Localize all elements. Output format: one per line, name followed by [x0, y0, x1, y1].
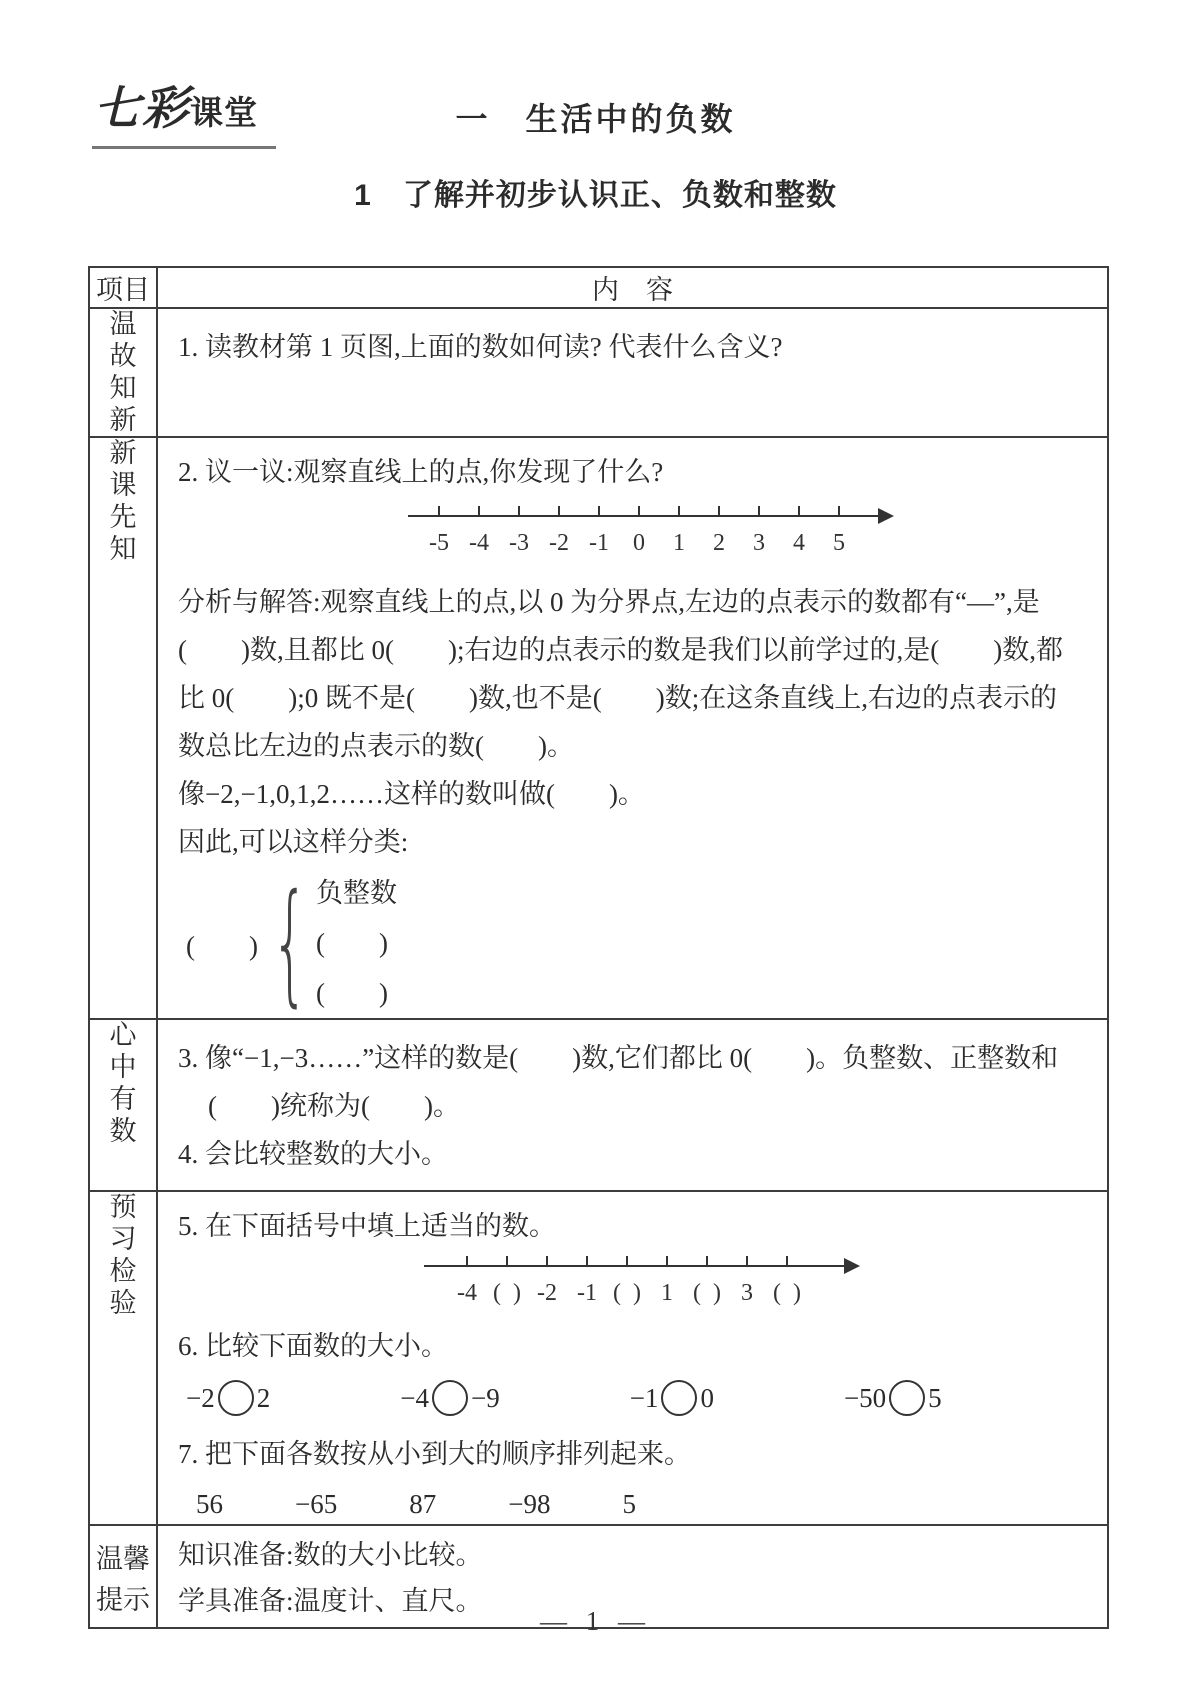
- question-3-line-2: ( )统称为( )。: [208, 1091, 460, 1122]
- classification-item: ( ): [315, 978, 388, 1009]
- number-line-label: -5: [429, 530, 449, 557]
- tick-mark: [786, 1256, 788, 1266]
- comparison-circle-icon: [432, 1380, 468, 1416]
- row-label-review: 温故知新: [89, 308, 157, 437]
- sort-number: 56: [196, 1489, 223, 1520]
- tick-mark: [466, 1256, 468, 1266]
- number-line-label: ( ): [773, 1280, 801, 1307]
- number-line-label: 1: [673, 530, 685, 557]
- comparison-right: −9: [470, 1382, 500, 1413]
- number-line-label: 3: [741, 1280, 753, 1307]
- number-line-label: 1: [661, 1280, 673, 1307]
- row-label-preview: 预习检验: [89, 1191, 157, 1525]
- comparison-pair: [844, 1380, 942, 1416]
- tick-mark: [586, 1256, 588, 1266]
- classify-intro: 因此,可以这样分类:: [178, 827, 409, 858]
- sort-number: −98: [508, 1489, 551, 1520]
- question-2: 2. 议一议:观察直线上的点,你发现了什么?: [178, 457, 664, 488]
- number-line-label: 5: [833, 530, 845, 557]
- tick-mark: [678, 506, 680, 516]
- classification: [186, 868, 1099, 1018]
- classification-whole: ( ): [186, 930, 258, 961]
- comparison-pair: [630, 1380, 714, 1416]
- tip-tools: 学具准备:温度计、直尺。: [178, 1586, 483, 1617]
- comparison-left: −2: [186, 1382, 215, 1413]
- classification-items: [316, 868, 397, 1018]
- row-newlesson: [89, 437, 1108, 1019]
- number-line-label: -2: [549, 530, 569, 557]
- header-content-cell: 内 容: [157, 267, 1108, 308]
- row-content-preview: [157, 1191, 1108, 1525]
- tip-knowledge: 知识准备:数的大小比较。: [178, 1540, 483, 1571]
- number-line-label: -3: [509, 530, 529, 557]
- comparison-row: [186, 1376, 1099, 1420]
- tick-mark: [506, 1256, 508, 1266]
- comparison-left: −4: [400, 1382, 429, 1413]
- number-line-arrow-icon: [844, 1258, 860, 1274]
- question-3-line-1: 3. 像“−1,−3……”这样的数是( )数,它们都比 0( )。负整数、正整数和: [178, 1043, 1059, 1074]
- number-line-label: -1: [577, 1280, 597, 1307]
- number-line-1: [408, 500, 928, 572]
- tick-mark: [598, 506, 600, 516]
- row-content-newlesson: [157, 437, 1108, 1019]
- number-line-label: ( ): [493, 1280, 521, 1307]
- question-4: 4. 会比较整数的大小。: [178, 1139, 448, 1170]
- question-6: 6. 比较下面数的大小。: [178, 1331, 448, 1362]
- comparison-pair: [400, 1380, 499, 1416]
- comparison-right: 0: [700, 1382, 714, 1413]
- tick-mark: [558, 506, 560, 516]
- comparison-circle-icon: [889, 1380, 925, 1416]
- question-7: 7. 把下面各数按从小到大的顺序排列起来。: [178, 1439, 691, 1470]
- number-line-label: 3: [753, 530, 765, 557]
- number-line-label: ( ): [613, 1280, 641, 1307]
- tick-mark: [798, 506, 800, 516]
- number-line-label: 0: [633, 530, 645, 557]
- row-label-newlesson: 新课先知: [89, 437, 157, 1019]
- analysis-line-1: 分析与解答:观察直线上的点,以 0 为分界点,左边的点表示的数都有“—”,是: [178, 587, 1040, 618]
- row-confidence: [89, 1019, 1108, 1191]
- tips-label-line-2: 提示: [96, 1584, 150, 1615]
- row-content-confidence: [157, 1019, 1108, 1191]
- row-content-review: [157, 308, 1108, 437]
- tick-mark: [666, 1256, 668, 1266]
- number-line-arrow-icon: [878, 508, 894, 524]
- comparison-circle-icon: [661, 1380, 697, 1416]
- tick-mark: [838, 506, 840, 516]
- question-5: 5. 在下面括号中填上适当的数。: [178, 1211, 556, 1242]
- worksheet-table: [88, 266, 1109, 1629]
- tick-mark: [718, 506, 720, 516]
- tick-mark: [438, 506, 440, 516]
- number-line-label: -1: [589, 530, 609, 557]
- question-1: 1. 读教材第 1 页图,上面的数如何读? 代表什么含义?: [178, 332, 783, 362]
- analysis-line-4: 数总比左边的点表示的数( )。: [178, 731, 574, 762]
- classification-item: ( ): [315, 928, 388, 959]
- tick-mark: [478, 506, 480, 516]
- sort-number: 87: [409, 1489, 437, 1520]
- number-line-label: ( ): [693, 1280, 721, 1307]
- logo-calligraphy: 七彩: [94, 81, 190, 135]
- comparison-left: −50: [843, 1382, 887, 1413]
- sort-numbers: [196, 1484, 1099, 1524]
- number-line-label: 2: [713, 530, 725, 557]
- tick-mark: [518, 506, 520, 516]
- comparison-right: 2: [256, 1382, 271, 1413]
- logo-suffix: 课堂: [190, 94, 258, 131]
- analysis-line-2: ( )数,且都比 0( );右边的点表示的数是我们以前学过的,是( )数,都: [178, 635, 1063, 666]
- tips-label-line-1: 温馨: [96, 1544, 150, 1575]
- tick-mark: [546, 1256, 548, 1266]
- tick-mark: [758, 506, 760, 516]
- analysis-line-3: 比 0( );0 既不是( )数,也不是( )数;在这条直线上,右边的点表示的: [178, 683, 1057, 714]
- number-line-label: -2: [537, 1280, 557, 1307]
- classification-item: 负整数: [315, 878, 397, 909]
- row-review: [89, 308, 1108, 437]
- table-header-row: [89, 267, 1108, 308]
- header-project-cell: 项目: [89, 267, 157, 308]
- number-line-label: -4: [457, 1280, 477, 1307]
- brace-icon: {: [271, 866, 309, 1020]
- row-label-confidence: 心中有数: [89, 1019, 157, 1191]
- number-line-label: 4: [793, 530, 805, 557]
- lesson-title: 1 了解并初步认识正、负数和整数: [354, 179, 837, 212]
- like-line: 像−2,−1,0,1,2……这样的数叫做( )。: [178, 779, 645, 810]
- chapter-title: 一 生活中的负数: [455, 101, 736, 137]
- comparison-left: −1: [629, 1382, 659, 1413]
- sort-number: 5: [622, 1489, 636, 1520]
- tick-mark: [638, 506, 640, 516]
- comparison-right: 5: [928, 1382, 942, 1413]
- tick-mark: [746, 1256, 748, 1266]
- tick-mark: [626, 1256, 628, 1266]
- comparison-circle-icon: [218, 1380, 254, 1416]
- comparison-pair: [186, 1380, 270, 1416]
- number-line-label: -4: [469, 530, 489, 557]
- page-number: — 1 —: [540, 1606, 651, 1636]
- row-preview: [89, 1191, 1108, 1525]
- sort-number: −65: [295, 1489, 338, 1520]
- tick-mark: [706, 1256, 708, 1266]
- number-line-axis: [424, 1265, 846, 1267]
- number-line-2: [424, 1250, 894, 1314]
